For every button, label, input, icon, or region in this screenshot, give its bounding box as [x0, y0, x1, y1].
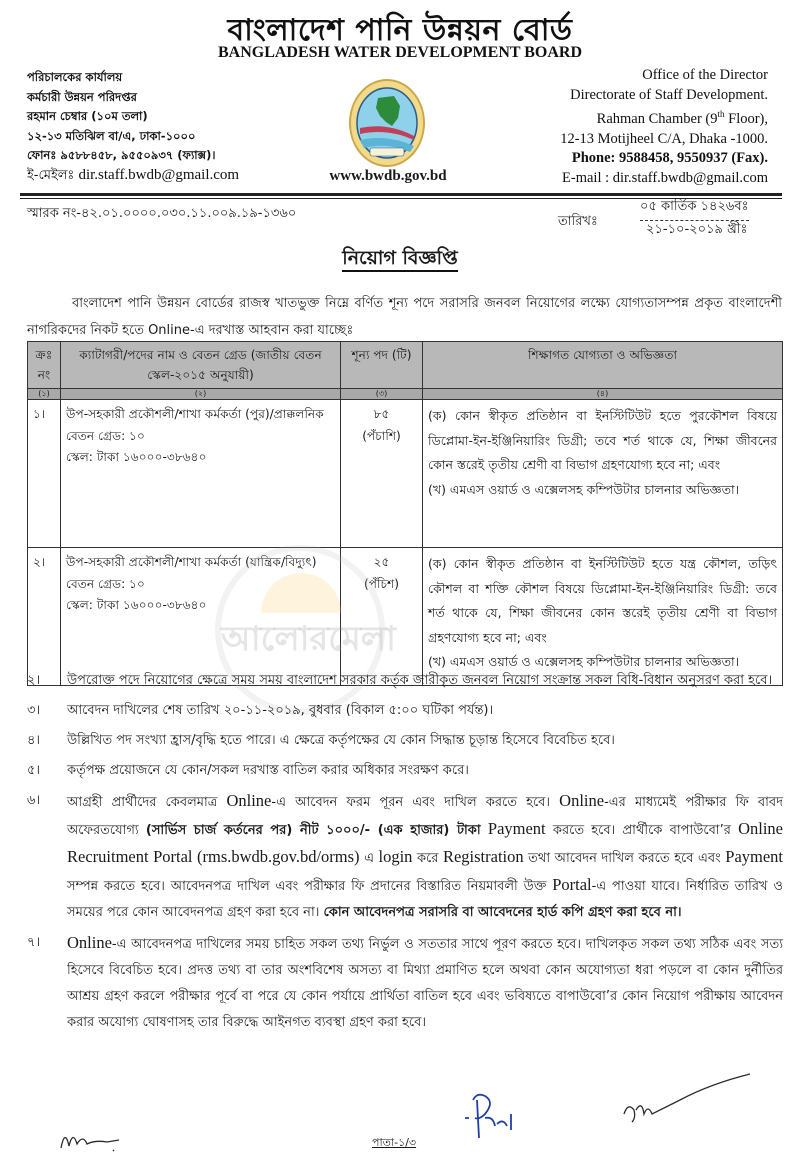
vacancy-cell [341, 548, 423, 686]
text-run: তথা আবেদন দাখিল করতে হবে এবং [523, 851, 726, 866]
vacancy-cell [341, 400, 423, 548]
signature-right-icon [620, 1070, 760, 1130]
portal-link[interactable]: Online Recruitment Portal (rms.bwdb.gov.bd/orms) [67, 819, 784, 866]
vacancy-count: ৮৫ [373, 407, 390, 421]
pay-scale: স্কেল: টাকা ১৬০০০-৩৮৬৪০ [66, 598, 207, 612]
right-phone-line: Phone: 9588458, 9550937 (Fax). [571, 150, 768, 167]
serial-cell: ২। [28, 548, 61, 686]
left-address-line: ফোনঃ ৯৫৮৮৪৫৮, ৯৫৫০৯৩৭ (ফ্যাক্স)। [27, 148, 216, 163]
bwdb-logo-icon [348, 78, 426, 168]
post-cell [61, 400, 341, 548]
serial-cell: ১। [28, 400, 61, 548]
pay-grade: বেতন গ্রেড: ১০ [66, 576, 145, 591]
address-superscript: th [717, 109, 725, 120]
text-run-en: Online [226, 791, 272, 810]
text-run: আগ্রহী প্রার্থীদের কেবলমাত্র [67, 795, 227, 810]
text-run-en: Portal [552, 875, 592, 894]
text-run-en: Registration [442, 847, 524, 866]
website-link[interactable]: www.bwdb.gov.bd [329, 168, 447, 184]
item-number: ২। [27, 673, 41, 688]
item-number: ৭। [27, 935, 41, 950]
org-name-bangla: বাংলাদেশ পানি উন্নয়ন বোর্ড [227, 13, 573, 48]
qualification-cell [423, 548, 783, 686]
text-run-en: Payment [725, 847, 784, 866]
notice-title-wrap [0, 244, 800, 276]
page-number: পাতা-১/৩ [372, 1136, 417, 1149]
post-name: উপ-সহকারী প্রকৌশলী/শাখা কর্মকর্তা (পুর)/প্রাক্কলনিক [66, 407, 324, 421]
list-item [27, 930, 783, 1036]
header-vacancy: শূন্য পদ (টি) [341, 342, 423, 389]
left-address-line: কর্মচারী উন্নয়ন পরিদপ্তর [27, 89, 137, 104]
text-run: -এ আবেদন ফরম পূরন এবং দাখিল করতে হবে। [271, 795, 560, 810]
item-text: আবেদন দাখিলের শেষ তারিখ ২০-১১-২০১৯, বুধবার (বিকাল ৫:০০ ঘটিকা পর্যন্ত)। [67, 703, 494, 718]
vacancy-count: ২৫ [373, 555, 390, 569]
left-email-line [27, 166, 239, 186]
vacancy-table [27, 341, 783, 686]
right-address-block [560, 66, 768, 188]
logo-ribbon [370, 148, 404, 156]
text-run: সম্পন্ন করতে হবে। আবেদনপত্র দাখিল এবং পরীক্ষার ফি প্রদানের বিস্তারিত নিয়মাবলী উক্ত [67, 879, 553, 894]
text-run: করতে হবে। প্রার্থীকে বাপাউবো’র [552, 823, 739, 838]
right-address-line: 12-13 Motijheel C/A, Dhaka -1000. [560, 130, 768, 147]
post-name: উপ-সহকারী প্রকৌশলী/শাখা কর্মকর্তা (যান্ত্রিক/বিদ্যুৎ) [66, 555, 317, 569]
list-item [27, 758, 783, 784]
watermark-text: আলোরমেলা [221, 619, 396, 659]
terms-list [27, 668, 783, 1040]
qualification-b: (খ) এমএস ওয়ার্ড ও এক্সেলসহ কম্পিউটার চালনার অভিজ্ঞতা। [428, 654, 740, 669]
text-run-en: Payment [480, 819, 553, 838]
index-cell: (১) [28, 389, 61, 400]
address-text: Floor), [724, 111, 768, 128]
qualification-a: (ক) কোন স্বীকৃত প্রতিষ্ঠান বা ইনস্টিটিউট হতে পুরকৌশল বিষয়ে ডিপ্লোমা-ইন-ইঞ্জিনিয়ারিং ডিগ্রী; তবে শর্ত থাকে যে, শিক্ষা জীবনের কোন স্তরেই তৃতীয় শ্রেণী বা বিভাগ গ্রহণযোগ্য হবে না; এবং [428, 408, 777, 472]
notice-title: নিয়োগ বিজ্ঞপ্তি [342, 247, 457, 272]
right-address-line: Office of the Director [642, 67, 768, 83]
text-run: -এর মাধ্যমেই পরীক্ষার ফি বাবদ অফেরতযোগ্য [67, 795, 783, 838]
email-label: ই-মেইলঃ [27, 167, 75, 183]
list-item [27, 698, 783, 724]
signature-left-icon [55, 1120, 135, 1160]
text-run-en: Online [67, 933, 112, 952]
intro-paragraph: বাংলাদেশ পানি উন্নয়ন বোর্ডের রাজস্ব খাতভুক্ত নিম্নে বর্ণিত শূন্য পদে সরাসরি জনবল নিয়োগের লক্ষ্যে যোগ্যতাসম্পন্ন প্রকৃত বাংলাদেশী নাগরিকদের নিকট হতে Online-এ দরখাস্ত আহবান করা যাচ্ছেঃ [27, 296, 782, 338]
vacancy-count-words: (পঁচিশ) [363, 576, 400, 591]
text-run: -এ আবেদনপত্র দাখিলের সময় চাহিত সকল তথ্য নির্ভুল ও সততার সাথে পূরণ করতে হবে। দাখিলকৃত সকল তথ্য সঠিক এবং সত্য হিসেবে বিবেচিত হবে। প্রদত্ত তথ্য বা তার অংশবিশেষ অসত্য বা মিথ্যা প্রমাণিত হলে অথবা কোন অযোগ্যতা ধরা পড়লে বা কোন দুর্নীতির আশ্রয় গ্রহণ করলে পরীক্ষার পূর্বে বা পরে যে কোন পর্যায়ে প্রার্থিতা বাতিল হবে এবং ভবিষ্যতে বাপাউবো’র কোন নিয়োগ পরীক্ষায় আবেদন করার অযোগ্য ঘোষণাসহ তার বিরুদ্ধে আইনগত ব্যবস্থা গ্রহণ করা হবে। [67, 937, 783, 1030]
fee-amount: (সার্ভিস চার্জ কর্তনের পর) নীট ১০০০/- (এক হাজার) টাকা [145, 823, 481, 838]
table-header-row [28, 342, 783, 389]
table-index-row [28, 389, 783, 400]
qualification-a: (ক) কোন স্বীকৃত প্রতিষ্ঠান বা ইনস্টিটিউট হতে যন্ত্র কৌশল, তড়িৎ কৌশল বা শক্তি কৌশল বিষয়ে ডিপ্লোমা-ইন-ইঞ্জিনিয়ারিং ডিগ্রী: তবে শর্ত থাকে যে, শিক্ষা জীবনের কোন স্তরেই তৃতীয় শ্রেণী বা বিভাগ গ্রহণযোগ্য হবে না; এবং [428, 556, 777, 645]
item-text: উল্লিখিত পদ সংখ্যা হ্রাস/বৃদ্ধি হতে পারে। এ ক্ষেত্রে কর্তৃপক্ষের যে কোন সিদ্ধান্ত চূড়ান্ত হিসেবে বিবেচিত হবে। [67, 733, 615, 748]
table-row [28, 548, 783, 686]
header-divider-thick [20, 193, 782, 196]
right-address-line: Directorate of Staff Development. [570, 86, 768, 103]
right-email-link[interactable]: E-mail : dir.staff.bwdb@gmail.com [562, 169, 768, 186]
text-run-en: Online [559, 791, 605, 810]
item-text: উপরোক্ত পদে নিয়োগের ক্ষেত্রে সময় সময় বাংলাদেশ সরকার কর্তৃক জারীকৃত জনবল নিয়োগ সংক্রান্ত সকল বিধি-বিধান অনুসরণ করা হবে। [67, 673, 773, 688]
index-cell: (৩) [341, 389, 423, 400]
left-address-line: ১২-১৩ মতিঝিল বা/এ, ঢাকা-১০০০ [27, 128, 196, 143]
table-row [28, 400, 783, 548]
text-run: এ [359, 851, 379, 866]
pay-grade: বেতন গ্রেড: ১০ [66, 428, 145, 443]
header-post: ক্যাটাগরী/পদের নাম ও বেতন গ্রেড (জাতীয় বেতন স্কেল-২০১৫ অনুযায়ী) [61, 342, 341, 389]
email-link[interactable]: dir.staff.bwdb@gmail.com [78, 166, 240, 183]
left-address-line: পরিচালকের কার্যালয় [27, 70, 123, 84]
pay-scale: স্কেল: টাকা ১৬০০০-৩৮৬৪০ [66, 450, 207, 464]
text-run: করে [412, 851, 443, 866]
index-cell: (২) [61, 389, 341, 400]
hard-copy-warning: কোন আবেদনপত্র সরাসরি বা আবেদনের হার্ড কপি গ্রহণ করা হবে না। [323, 905, 682, 920]
signature-center-icon [455, 1088, 525, 1148]
item-number: ৫। [27, 763, 41, 778]
vacancy-count-words: (পঁচাশি) [362, 428, 401, 443]
header-serial: ক্রঃ নং [28, 342, 61, 389]
qualification-cell [423, 400, 783, 548]
post-cell [61, 548, 341, 686]
org-name-english: BANGLADESH WATER DEVELOPMENT BOARD [217, 44, 583, 61]
header-qualification: শিক্ষাগত যোগ্যতা ও অভিজ্ঞতা [423, 342, 783, 389]
date-bangla: ০৫ কার্তিক ১৪২৬বঃ [640, 197, 749, 221]
date-label: তারিখঃ [558, 214, 598, 229]
left-address-line: রহমান চেম্বার (১০ম তলা) [27, 109, 148, 124]
qualification-b: (খ) এমএস ওয়ার্ড ও এক্সেলসহ কম্পিউটার চালনার অভিজ্ঞতা। [428, 481, 740, 497]
item-number: ৩। [27, 703, 41, 718]
memo-reference: স্মারক নং-৪২.০১.০০০০.০৩০.১১.০০৯.১৯-১৩৬০ [27, 206, 297, 221]
list-item [27, 668, 783, 694]
item-text: কর্তৃপক্ষ প্রয়োজনে যে কোন/সকল দরখাস্ত বাতিল করার অধিকার সংরক্ষণ করে। [67, 763, 469, 778]
text-run: -এ পাওয়া যাবে। নির্ধারিত তারিখ ও সময়ের পরে কোন আবেদনপত্র গ্রহণ করা হবে না। [67, 879, 784, 920]
text-run-en: login [378, 847, 413, 866]
date-gregorian: ২১-১০-২০১৯ খ্রীঃ [646, 222, 748, 237]
list-item [27, 728, 783, 754]
item-number: ৪। [27, 733, 41, 748]
item-text [67, 930, 783, 1036]
index-cell: (৪) [423, 389, 783, 400]
item-text [67, 788, 783, 926]
right-address-line [560, 105, 768, 129]
left-address-block [27, 68, 239, 186]
list-item [27, 788, 783, 926]
item-number: ৬। [27, 793, 41, 808]
address-text: Rahman Chamber (9 [596, 111, 718, 128]
